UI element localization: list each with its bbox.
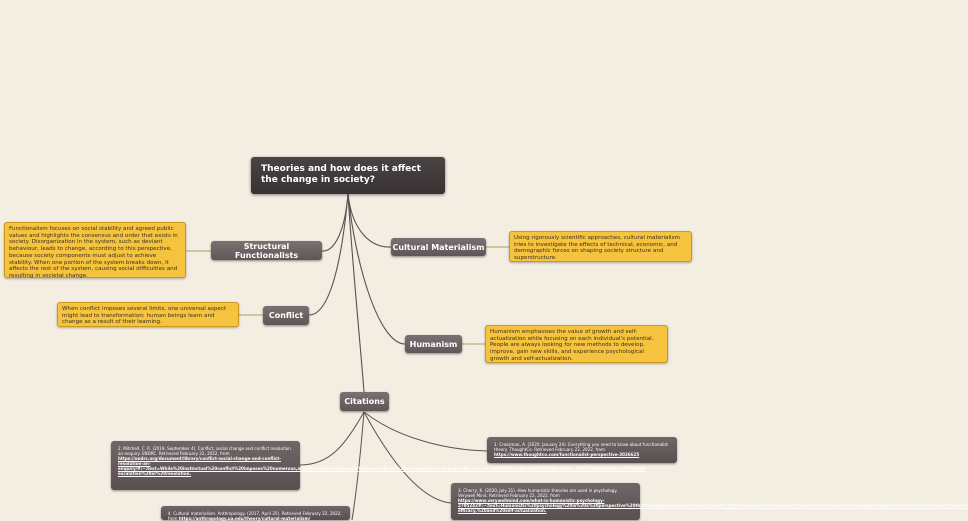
citation-1-link[interactable]: https://www.thoughtco.com/functionalist-perspective-3026625 (494, 452, 640, 457)
note-structural-functionalists[interactable] (4, 222, 186, 278)
note-cultural-materialism[interactable] (509, 231, 692, 262)
topic-cultural-label: Cultural Materialism (392, 242, 485, 252)
link-root-structural (322, 194, 348, 251)
citation-3[interactable] (451, 483, 968, 520)
citation-4-link[interactable]: https://anthropology.ua.edu/theory/cultural-materialism/ (178, 516, 311, 521)
topic-structural-functionalists[interactable] (211, 241, 322, 260)
note-humanism-text: Humanism emphasises the value of growth and self-actualization while focusing on each individual's potential. People are always looking for new methods to develop, improve, gain new skills, and experience psychological growth and self-actualization. (490, 329, 654, 362)
citation-1[interactable] (487, 437, 677, 463)
topic-citations[interactable] (340, 392, 389, 411)
citation-4-text: 4. Cultural materialism. Anthropology. (2017, April 25). Retrieved February 22, 2022, from (168, 511, 342, 521)
citation-3-text: 3. Cherry, K. (2020, July 21). How humanistic theories are used in psychology. Verywell Mind. Retrieved February 22, 2022, from (458, 488, 618, 498)
note-humanism[interactable] (485, 325, 668, 363)
topic-structural-label: Structural Functionalists (234, 241, 299, 260)
link-citations-1 (364, 412, 487, 451)
central-topic-title: Theories and how does it affect the change in society? (261, 164, 421, 185)
link-citations-2 (300, 412, 364, 465)
citation-2-text: 2. Mitchell, C. R. (2019, September 4). Conflict, social change and conflict resolution. an enquiry. ENDRC. Retrieved February 22, 2022, from (118, 446, 293, 456)
citation-4[interactable] (161, 506, 350, 520)
topic-conflict-label: Conflict (268, 311, 304, 320)
note-structural-text: Functionalism focuses on social stability and agreed public values and highlights the consensus and order that exists in society. Disorganization in the system, such as deviant behaviour, leads to change, according to this perspective, because society components must adjust to achieve stability. When one portion of the system breaks down, it affects the rest of the system, causing social difficulties and resulting in societal change. (9, 226, 178, 279)
citation-3-link[interactable]: https://www.verywellmind.com/what-is-humanistic-psychology-2795242#:~:text=Humanistic%20psychology%20is%20a%20perspective%20that%20emphasizes%20looking%20at%20the%20whole%20individual%20and%20stresses%20concepts%20such%20as%20free%20will,%20self-efficacy,%20and%20self-actualization. (458, 498, 968, 513)
topic-conflict[interactable] (263, 306, 309, 325)
topic-humanism[interactable] (405, 335, 462, 353)
note-conflict-text: When conflict imposes several limits, one universal aspect might lead to transformation: human beings learn and change as a result of their learning. (62, 306, 227, 326)
link-citations-3 (364, 412, 451, 503)
note-cultural-text: Using rigorously scientific approaches, cultural materialism tries to investigate the effects of technical, economic, and demographic forces on shaping society structure and superstructure. (514, 235, 680, 262)
central-topic[interactable] (251, 157, 445, 194)
note-conflict[interactable] (57, 302, 239, 327)
link-root-humanism (348, 194, 405, 344)
topic-humanism-label: Humanism (409, 339, 458, 349)
citation-1-text: 1. Crossman, A. (2020, January 24). Everything you need to know about functionalist theory. ThoughtCo. Retrieved February 22, 2022, from (494, 442, 669, 452)
citation-2-link[interactable]: https://ondrc.org/document/library/conflict-social-change-and-conflict-resolution-an-enquiry/#:~:text=While%20instinctual%20conflict%20imposes%20numerous,as%20it%20is%20through%20learning%2C%20changes&text=Change%20can%20relate%20to%20conflict%20formation,%2C%20escalation%2C%20de-escalation%20or%20resolution. (118, 456, 647, 476)
topic-cultural-materialism[interactable] (391, 238, 486, 256)
topic-citations-label: Citations (344, 397, 385, 406)
